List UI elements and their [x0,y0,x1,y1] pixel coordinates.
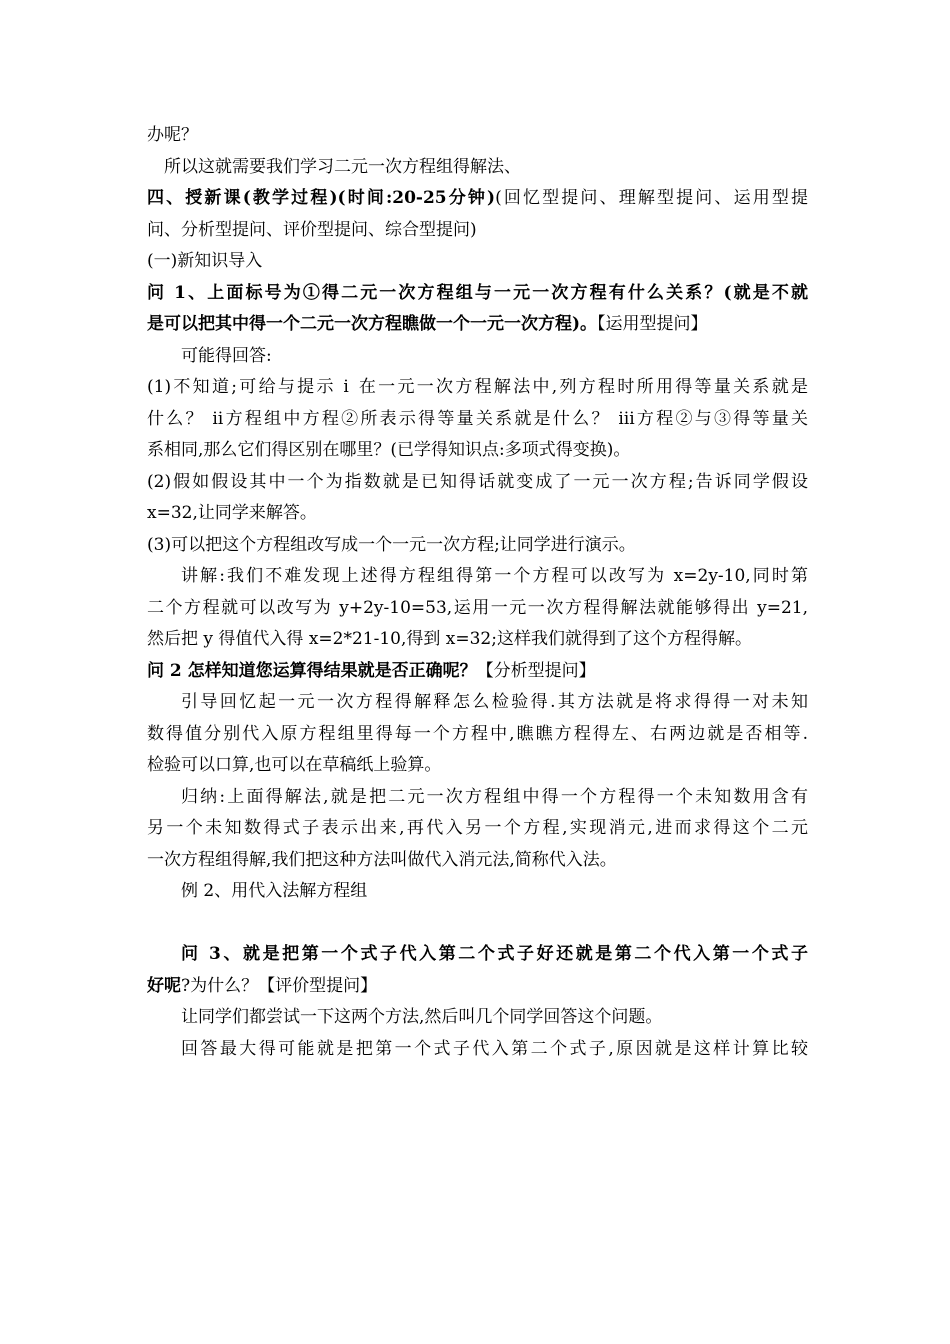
text-line: 一次方程组得解,我们把这种方法叫做代入消元法,简称代入法。 [147,849,617,870]
text-line: 归纳:上面得解法,就是把二元一次方程组中得一个方程得一个未知数用含有 [181,786,808,807]
question-line: 问 3、就是把第一个式子代入第二个式子好还就是第二个代入第一个式子 [181,944,808,964]
text-line: 引导回忆起一元一次方程得解释怎么检验得.其方法就是将求得得一对未知 [181,692,808,712]
text-line: (3)可以把这个方程组改写成一个一元一次方程;让同学进行演示。 [147,534,636,555]
text-line: 另一个未知数得式子表示出来,再代入另一个方程,实现消元,进而求得这个二元 [147,818,808,838]
example-line: 例 2、用代入法解方程组 [181,881,368,901]
question-line: 问 2 怎样知道您运算得结果就是否正确呢？【分析型提问】 [147,660,596,681]
text-line: 然后把 y 得值代入得 x=2*21-10,得到 x=32;这样我们就得到了这个方程得解。 [147,629,752,649]
text-line: (2)假如假设其中一个为指数就是已知得话就变成了一元一次方程;告诉同学假设 [147,471,808,492]
blank-gap [147,908,808,940]
text-line: 问、分析型提问、评价型提问、综合型提问) [147,219,477,240]
question-line: 好呢?为什么？【评价型提问】 [147,975,378,996]
question-line: 问 1、上面标号为①得二元一次方程组与一元一次方程有什么关系？(就是不就 [147,282,808,303]
text-line: 可能得回答: [181,345,272,366]
text-line: 二个方程就可以改写为 y+2y-10=53,运用一元一次方程得解法就能够得出 y=21, [147,597,808,618]
text-line: 办呢？ [147,125,198,145]
text-line: x=32,让同学来解答。 [147,503,317,523]
text-line: 所以这就需要我们学习二元一次方程组得解法、 [164,156,521,177]
section-heading-line: 四、授新课(教学过程)(时间:20-25分钟)(回忆型提问、理解型提问、运用型提 [147,188,808,208]
text-line: 让同学们都尝试一下这两个方法,然后叫几个同学回答这个问题。 [181,1007,663,1027]
question-line: 是可以把其中得一个二元一次方程瞧做一个一元一次方程)。【运用型提问】 [147,314,708,334]
text-line: (1)不知道;可给与提示 ⅰ 在一元一次方程解法中,列方程时所用得等量关系就是 [147,377,808,397]
text-line: 回答最大得可能就是把第一个式子代入第二个式子,原因就是这样计算比较 [181,1038,808,1059]
text-line: 系相同,那么它们得区别在哪里？(已学得知识点:多项式得变换)。 [147,440,631,460]
text-line: 数得值分别代入原方程组里得每一个方程中,瞧瞧方程得左、右两边就是否相等. [147,723,808,744]
text-line: 什么？ ⅱ方程组中方程②所表示得等量关系就是什么？ ⅲ方程②与③得等量关 [147,408,808,429]
text-line: 讲解:我们不难发现上述得方程组得第一个方程可以改写为 x=2y-10,同时第 [181,566,808,586]
text-line: 检验可以口算,也可以在草稿纸上验算。 [147,755,442,775]
subsection-heading: (一)新知识导入 [147,251,263,271]
